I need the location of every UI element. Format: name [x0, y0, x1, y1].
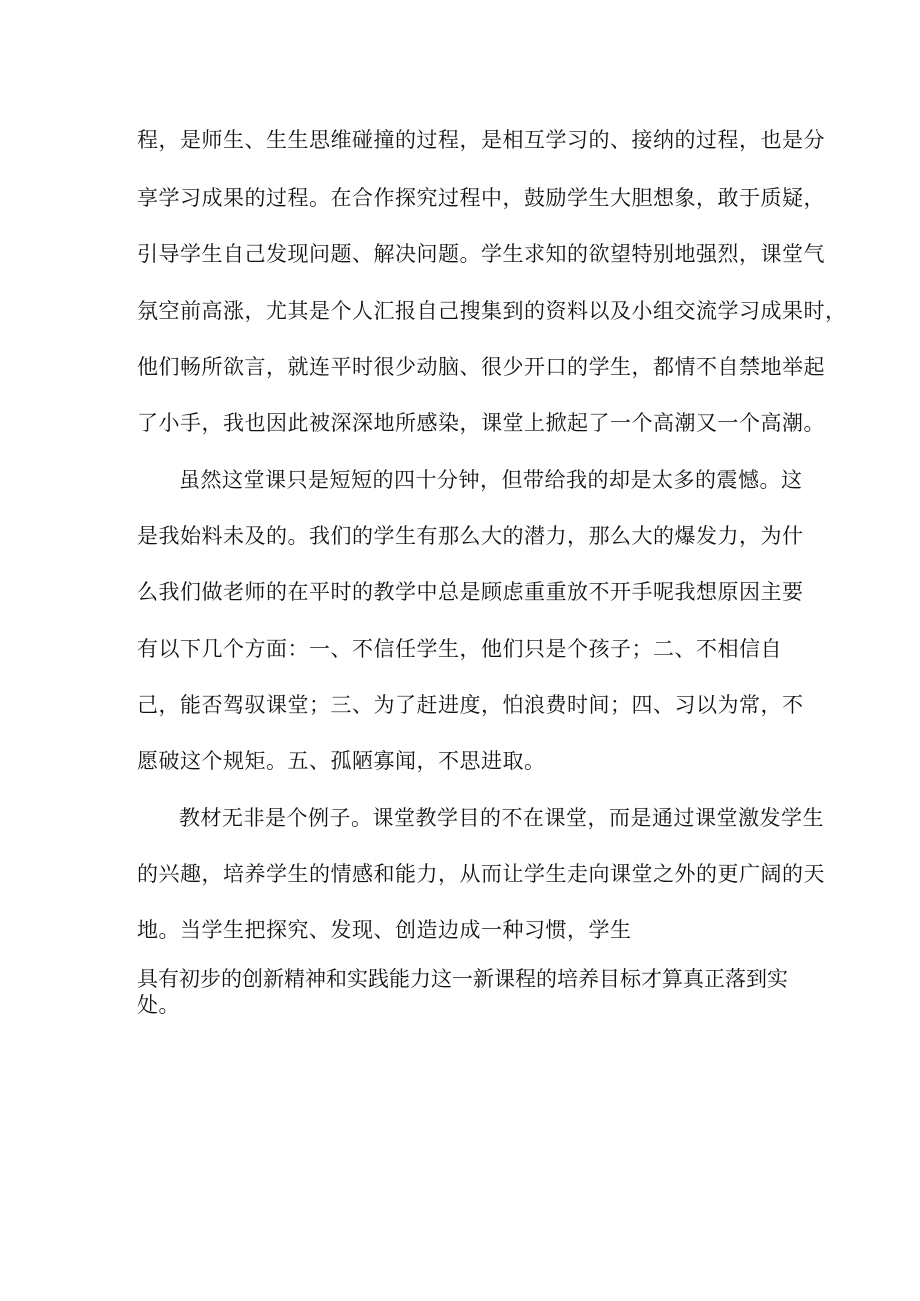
text-line: 的兴趣，培养学生的情感和能力，从而让学生走向课堂之外的更广阔的天 [137, 862, 825, 886]
text-line: 氛空前高涨，尤其是个人汇报自己搜集到的资料以及小组交流学习成果时， [137, 299, 847, 323]
text-line: 程，是师生、生生思维碰撞的过程，是相互学习的、接纳的过程，也是分 [137, 128, 825, 152]
text-line: 具有初步的创新精神和实践能力这一新课程的培养目标才算真正落到实 [137, 967, 788, 991]
text-line: 么我们做老师的在平时的教学中总是顾虑重重放不开手呢我想原因主要 [137, 580, 804, 604]
text-line: 引导学生自己发现问题、解决问题。学生求知的欲望特别地强烈，课堂气 [137, 242, 825, 266]
text-line: 了小手，我也因此被深深地所感染，课堂上掀起了一个高潮又一个高潮。 [137, 411, 825, 435]
text-line: 地。当学生把探究、发现、创造边成一种习惯，学生 [137, 918, 632, 942]
text-line: 有以下几个方面：一、不信任学生，他们只是个孩子；二、不相信自 [137, 637, 782, 661]
paragraph-first-line: 虽然这堂课只是短短的四十分钟，但带给我的却是太多的震憾。这 [179, 468, 803, 492]
text-line: 己，能否驾驭课堂；三、为了赶进度，怕浪费时间；四、习以为常，不 [137, 693, 804, 717]
text-line: 愿破这个规矩。五、孤陋寡闻，不思进取。 [137, 749, 546, 773]
text-line: 处。 [137, 993, 180, 1017]
text-line: 享学习成果的过程。在合作探究过程中，鼓励学生大胆想象，敢于质疑， [137, 186, 825, 210]
text-line: 他们畅所欲言，就连平时很少动脑、很少开口的学生，都情不自禁地举起 [137, 355, 825, 379]
paragraph-first-line: 教材无非是个例子。课堂教学目的不在课堂，而是通过课堂激发学生 [179, 806, 824, 830]
text-line: 是我始料未及的。我们的学生有那么大的潜力，那么大的爆发力，为什 [137, 524, 804, 548]
